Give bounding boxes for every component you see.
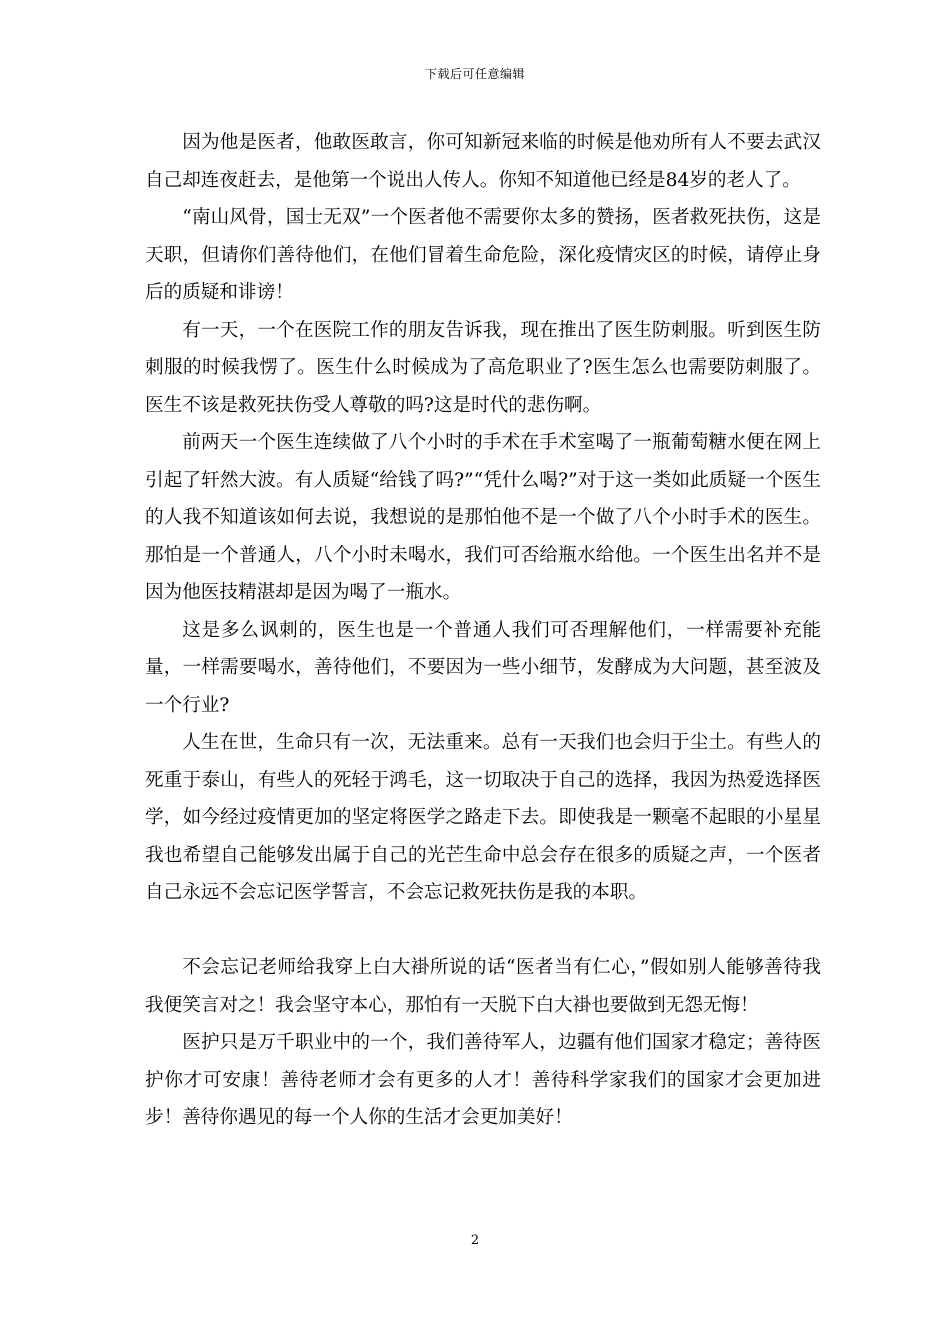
paragraph-5: 这是多么讽刺的，医生也是一个普通人我们可否理解他们，一样需要补充能量，一样需要喝水，善待他们，不要因为一些小细节，发酵成为大问题，甚至波及一个行业? xyxy=(145,619,821,716)
page-header: 下载后可任意编辑 xyxy=(424,67,525,81)
paragraph-6: 人生在世，生命只有一次，无法重来。总有一天我们也会归于尘土。有些人的死重于泰山，有些人的死轻于鸿毛，这一切取决于自己的选择，我因为热爱选择医学，如今经过疫情更加的坚定将医学之路走下去。即使我是一颗毫不起眼的小星星我也希望自己能够发出属于自己的光芒生命中总会存在很多的质疑之声，一个医者自己永远不会忘记医学誓言，不会忘记救死扶伤是我的本职。 xyxy=(145,732,821,903)
paragraph-8: 医护只是万千职业中的一个，我们善待军人，边疆有他们国家才稳定；善待医护你才可安康！善待老师才会有更多的人才！善待科学家我们的国家才会更加进步！善待你遇见的每一个人你的生活才会更加美好！ xyxy=(145,1032,821,1128)
paragraph-3: 有一天，一个在医院工作的朋友告诉我，现在推出了医生防刺服。听到医生防刺服的时候我愣了。医生什么时候成为了高危职业了?医生怎么也需要防刺服了。医生不该是救死扶伤受人尊敬的吗?这是时代的悲伤啊。 xyxy=(145,319,821,416)
paragraph-1: 因为他是医者，他敢医敢言，你可知新冠来临的时候是他劝所有人不要去武汉自己却连夜赶去，是他第一个说出人传人。你知不知道他已经是84岁的老人了。 xyxy=(145,132,821,191)
paragraph-7: 不会忘记老师给我穿上白大褂所说的话“医者当有仁心，”假如别人能够善待我我便笑言对之！我会坚守本心，那怕有一天脱下白大褂也要做到无怨无悔！ xyxy=(145,957,821,1016)
page-number: 2 xyxy=(470,1233,480,1248)
document-body xyxy=(145,124,821,1137)
paragraph-spacer xyxy=(145,912,821,950)
paragraph-2: “南山风骨，国士无双”一个医者他不需要你太多的赞扬，医者救死扶伤，这是天职，但请你们善待他们，在他们冒着生命危险，深化疫情灾区的时候，请停止身后的质疑和诽谤！ xyxy=(145,207,821,303)
paragraph-4: 前两天一个医生连续做了八个小时的手术在手术室喝了一瓶葡萄糖水便在网上引起了轩然大波。有人质疑“给钱了吗?”“凭什么喝?”对于这一类如此质疑一个医生的人我不知道该如何去说，我想说的是那怕他不是一个做了八个小时手术的医生。那怕是一个普通人，八个小时未喝水，我们可否给瓶水给他。一个医生出名并不是因为他医技精湛却是因为喝了一瓶水。 xyxy=(145,432,821,603)
